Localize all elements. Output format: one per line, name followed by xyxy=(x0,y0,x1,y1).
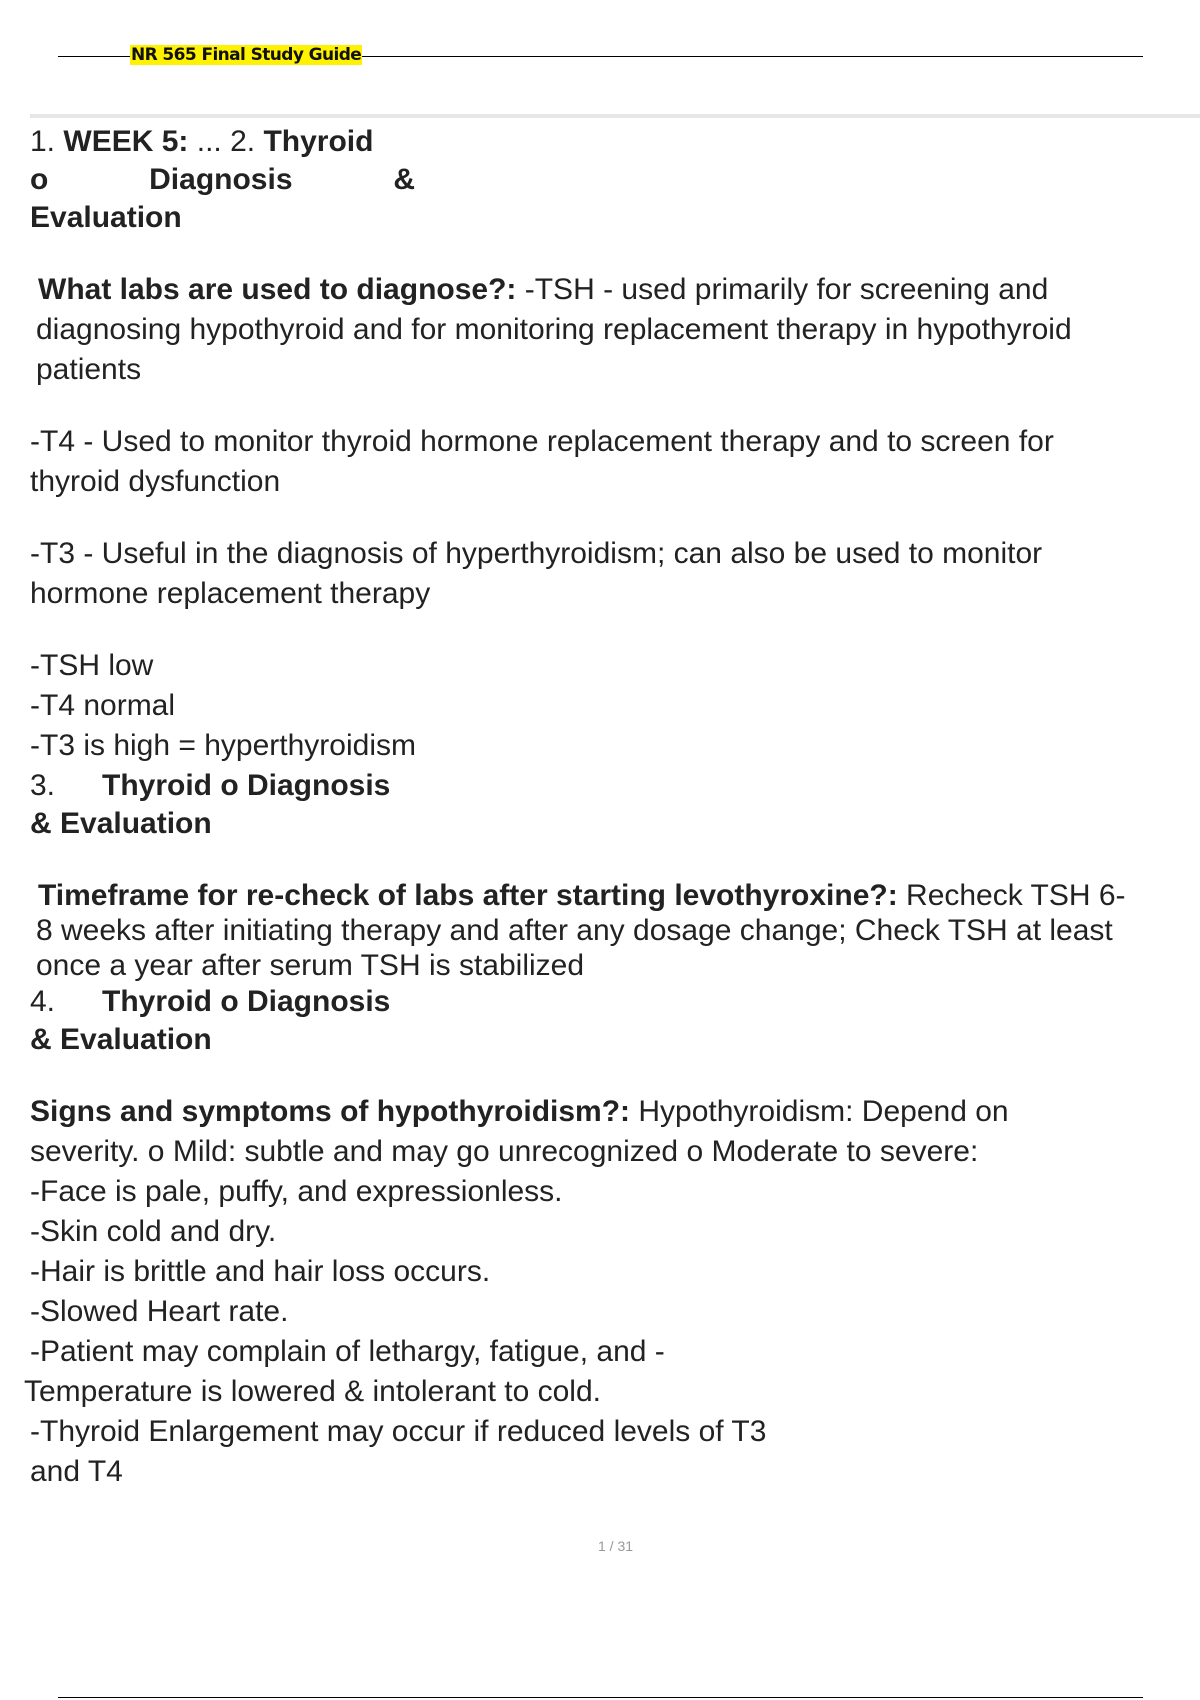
section-4-heading-line-2: & Evaluation xyxy=(30,1023,212,1056)
symptom-1: -Face is pale, puffy, and expressionless. xyxy=(30,1175,563,1208)
symptom-2: -Skin cold and dry. xyxy=(30,1215,277,1248)
header-separator xyxy=(30,114,1200,118)
symptoms-line-2: severity. o Mild: subtle and may go unrecognized o Moderate to severe: xyxy=(30,1135,979,1168)
section-1-heading-line-2 xyxy=(30,160,415,200)
section-1-heading-line-3: Evaluation xyxy=(30,201,182,234)
recheck-line-1 xyxy=(38,876,1126,916)
section-1-ampersand: & xyxy=(393,163,415,196)
t3-line-1: -T3 - Useful in the diagnosis of hyperthyroidism; can also be used to monitor xyxy=(30,537,1043,570)
section-1-number: 1. xyxy=(30,125,56,158)
section-1-bullet: o xyxy=(30,163,49,196)
symptoms-answer-start: Hypothyroidism: Depend on xyxy=(630,1095,1009,1128)
labs-question-line-1 xyxy=(38,270,1048,310)
tsh-low: -TSH low xyxy=(30,649,154,682)
t3-line-2: hormone replacement therapy xyxy=(30,577,431,610)
symptoms-line-1 xyxy=(30,1092,1009,1132)
recheck-line-2: 8 weeks after initiating therapy and after any dosage change; Check TSH at least xyxy=(36,914,1113,947)
page-indicator: 1 / 31 xyxy=(598,1538,634,1554)
labs-answer-line-2: diagnosing hypothyroid and for monitoring replacement therapy in hypothyroid xyxy=(36,313,1072,346)
section-3-heading xyxy=(30,766,390,806)
symptoms-question: Signs and symptoms of hypothyroidism?: xyxy=(30,1095,631,1128)
labs-answer-start: -TSH - used primarily for screening and xyxy=(516,273,1049,306)
section-1-heading-line-1 xyxy=(30,122,373,162)
symptom-5: -Patient may complain of lethargy, fatigue, and - xyxy=(30,1335,665,1368)
t4-line-2: thyroid dysfunction xyxy=(30,465,281,498)
symptom-4: -Slowed Heart rate. xyxy=(30,1295,289,1328)
section-3-number: 3. xyxy=(30,769,56,802)
symptom-3: -Hair is brittle and hair loss occurs. xyxy=(30,1255,491,1288)
symptom-7: -Thyroid Enlargement may occur if reduced levels of T3 xyxy=(30,1415,767,1448)
labs-answer-line-3: patients xyxy=(36,353,142,386)
section-1-diagnosis: Diagnosis xyxy=(149,163,293,196)
section-1-week: WEEK 5: xyxy=(63,125,189,158)
symptom-6: Temperature is lowered & intolerant to cold. xyxy=(24,1375,601,1408)
section-3-heading-line-2: & Evaluation xyxy=(30,807,212,840)
t4-line-1: -T4 - Used to monitor thyroid hormone replacement therapy and to screen for xyxy=(30,425,1054,458)
labs-question: What labs are used to diagnose?: xyxy=(38,273,517,306)
recheck-question: Timeframe for re-check of labs after starting levothyroxine?: xyxy=(38,879,898,912)
section-1-ellipsis: ... 2. xyxy=(196,125,256,158)
recheck-answer-start: Recheck TSH 6- xyxy=(897,879,1126,912)
document-title: NR 565 Final Study Guide xyxy=(131,45,362,65)
section-4-number: 4. xyxy=(30,985,56,1018)
section-3-title: Thyroid o Diagnosis xyxy=(102,769,391,802)
section-1-thyroid: Thyroid xyxy=(263,125,374,158)
footer-rule xyxy=(58,1697,1143,1698)
t4-normal: -T4 normal xyxy=(30,689,176,722)
section-4-heading xyxy=(30,982,390,1022)
recheck-line-3: once a year after serum TSH is stabilized xyxy=(36,949,585,982)
symptom-8: and T4 xyxy=(30,1455,123,1488)
section-4-title: Thyroid o Diagnosis xyxy=(102,985,391,1018)
t3-high: -T3 is high = hyperthyroidism xyxy=(30,729,416,762)
